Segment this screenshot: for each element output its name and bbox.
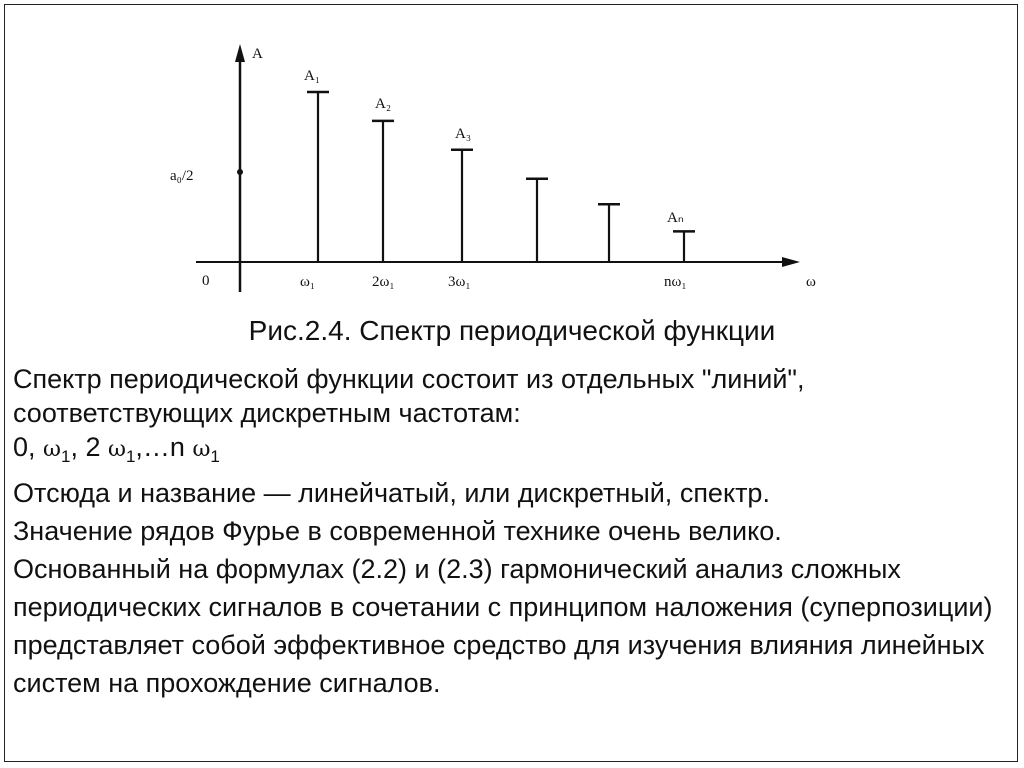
paragraph-definition: Спектр периодической функции состоит из отдельных "линий", соответствующих дискретным частотам: — [13, 364, 805, 428]
omega-n: ω — [192, 437, 211, 462]
omega-1-index: 1 — [60, 447, 71, 466]
body-text — [13, 362, 1013, 702]
spectral-lines — [307, 92, 695, 262]
freq-dots: ,…n — [135, 432, 193, 462]
tick-label-3w1: 3ω₁ — [448, 274, 471, 290]
line-label-an: Aₙ — [667, 210, 684, 226]
omega-2: ω — [107, 437, 126, 462]
paragraph-significance: Значение рядов Фурье в современной технике очень велико. — [13, 516, 782, 546]
freq-sep: , 2 — [70, 432, 108, 462]
y-axis-arrow — [235, 44, 245, 62]
frequency-list — [13, 430, 1013, 474]
line-label-a1: A₁ — [304, 68, 321, 84]
paragraph-naming: Отсюда и название — линейчатый, или дискретный, спектр. — [13, 478, 770, 508]
paragraph-harmonic-analysis: Основанный на формулах (2.2) и (2.3) гармонический анализ сложных периодических сигналов в сочетании с принципом наложения (суперпозиции) представляет собой эффективное средство для изучения влияния линейных систем на прохождение сигналов. — [13, 554, 993, 698]
x-axis-label: ω — [806, 274, 816, 290]
a0-label: a₀/2 — [170, 168, 194, 184]
line-label-a2: A₂ — [375, 96, 392, 112]
omega-n-index: 1 — [210, 447, 220, 466]
omega-1: ω — [43, 437, 61, 462]
omega-2-index: 1 — [125, 447, 136, 466]
axes — [196, 44, 800, 292]
origin-label: 0 — [202, 273, 210, 289]
x-axis-arrow — [782, 257, 800, 267]
freq-zero: 0, — [13, 432, 44, 462]
tick-label-2w1: 2ω₁ — [372, 274, 395, 290]
a0-marker — [237, 169, 243, 175]
figure-caption: Рис.2.4. Спектр периодической функции — [248, 315, 776, 346]
line-label-a3: A₃ — [455, 126, 472, 142]
tick-label-w1: ω₁ — [300, 274, 316, 290]
y-axis-label: A — [252, 46, 263, 62]
tick-label-nw1: nω₁ — [664, 274, 687, 290]
spectrum-figure — [0, 0, 1024, 305]
